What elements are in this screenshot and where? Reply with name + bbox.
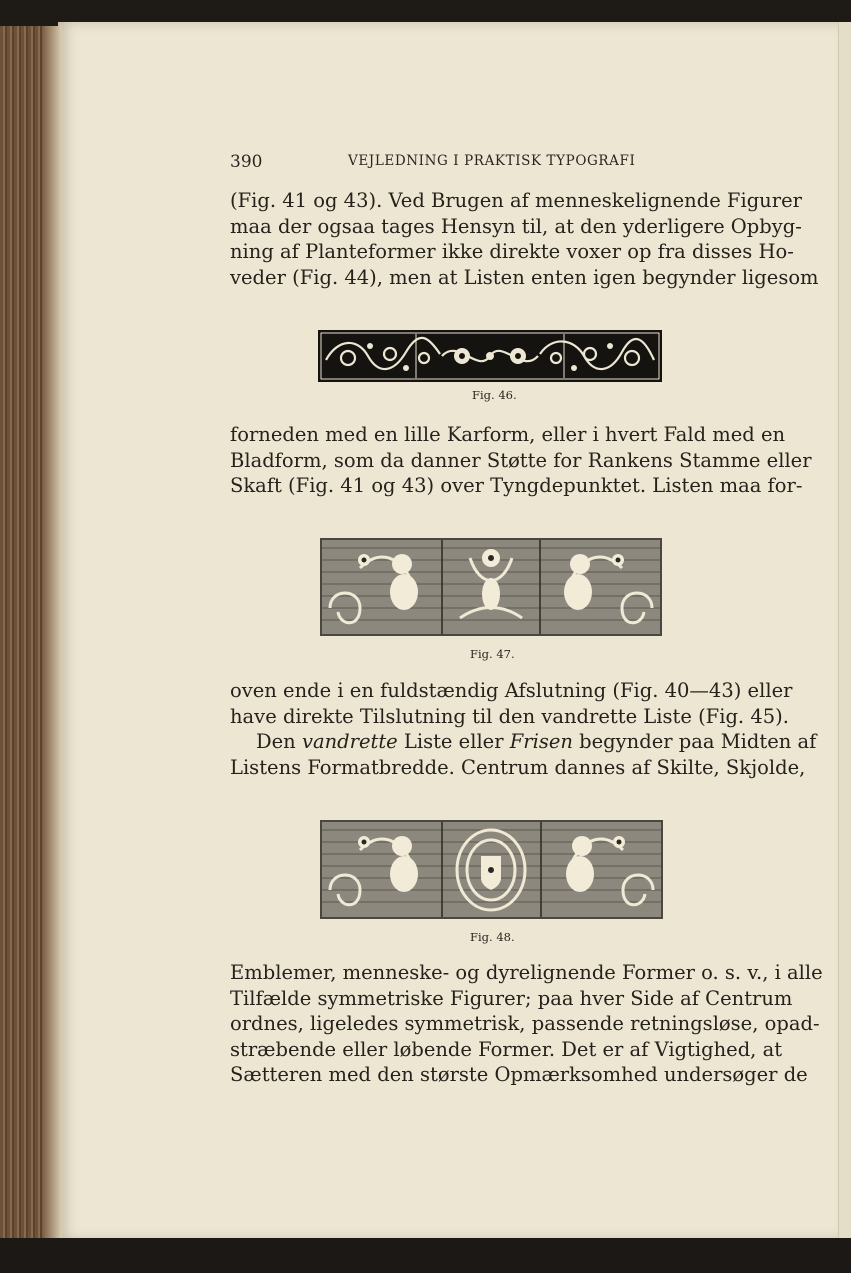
text-line: Sætteren med den største Opmærksomhed undersøger de bbox=[230, 1063, 808, 1087]
text-line: Listens Formatbredde. Centrum dannes af Skilte, Skjolde, bbox=[230, 755, 806, 779]
book-gutter bbox=[42, 26, 62, 1240]
scan-bottom-border bbox=[0, 1238, 851, 1273]
figure-46-caption: Fig. 46. bbox=[472, 388, 517, 402]
paragraph-4 bbox=[230, 729, 817, 780]
figure-47-ornament bbox=[320, 538, 662, 636]
figure-48-ornament bbox=[320, 820, 663, 919]
wreath-frieze-icon bbox=[320, 820, 663, 919]
figure-46-ornament bbox=[318, 330, 662, 382]
text-line bbox=[230, 729, 817, 755]
text-line: Bladform, som da danner Støtte for Rankens Stamme eller bbox=[230, 448, 812, 472]
paragraph-5 bbox=[230, 960, 823, 1088]
text-line: have direkte Tilslutning til den vandrette Liste (Fig. 45). bbox=[230, 704, 789, 728]
text-line: forneden med en lille Karform, eller i hvert Fald med en bbox=[230, 423, 786, 446]
text-line: ordnes, ligeledes symmetrisk, passende retningsløse, opad- bbox=[230, 1012, 820, 1036]
paragraph-1 bbox=[230, 188, 819, 290]
italic-term: vandrette bbox=[301, 730, 398, 753]
figure-48-caption: Fig. 48. bbox=[470, 930, 515, 944]
paragraph-2 bbox=[230, 422, 812, 499]
page-right-edge bbox=[838, 22, 851, 1240]
text-line: Skaft (Fig. 41 og 43) over Tyngdepunktet. Listen maa for- bbox=[230, 474, 803, 498]
text-line: maa der ogsaa tages Hensyn til, at den yderligere Opbyg- bbox=[230, 214, 802, 238]
text-run: begynder paa Midten af bbox=[572, 730, 817, 753]
text-line: stræbende eller løbende Former. Det er af Vigtighed, at bbox=[230, 1037, 783, 1061]
text-line: Tilfælde symmetriske Figurer; paa hver Side af Centrum bbox=[230, 986, 793, 1010]
figure-47-caption: Fig. 47. bbox=[470, 647, 515, 661]
text-line: veder (Fig. 44), men at Listen enten igen begynder ligesom bbox=[230, 265, 819, 289]
ornament-border-icon bbox=[318, 330, 662, 382]
running-head bbox=[230, 152, 752, 172]
running-title: VEJLEDNING I PRAKTISK TYPOGRAFI bbox=[348, 153, 636, 169]
text-line: (Fig. 41 og 43). Ved Brugen af menneskelignende Figurer bbox=[230, 189, 802, 212]
text-run: Liste eller bbox=[397, 730, 510, 753]
paragraph-3 bbox=[230, 678, 793, 729]
cherub-frieze-icon bbox=[320, 538, 662, 636]
text-line: ning af Planteformer ikke direkte voxer op fra disses Ho- bbox=[230, 240, 794, 264]
text-line: oven ende i en fuldstændig Afslutning (Fig. 40—43) eller bbox=[230, 679, 793, 702]
text-run: Den bbox=[256, 730, 302, 753]
text-line: Emblemer, menneske- og dyrelignende Former o. s. v., i alle bbox=[230, 961, 823, 984]
italic-term: Frisen bbox=[509, 730, 573, 753]
page-number: 390 bbox=[230, 152, 263, 172]
